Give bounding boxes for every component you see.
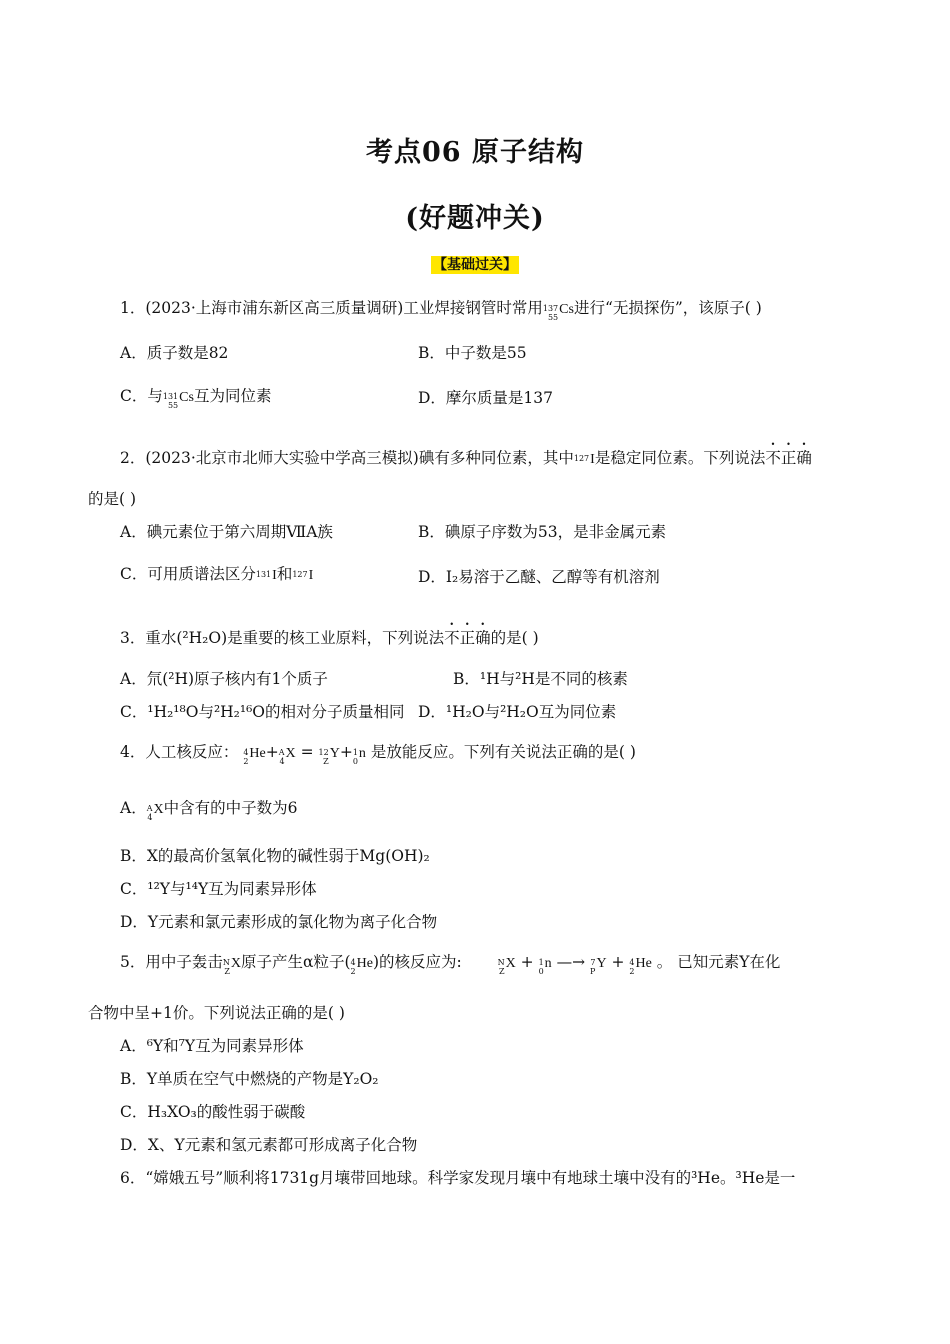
arrow-icon: —→ — [556, 953, 586, 971]
isotope-cs-131: 131 55 Cs — [162, 390, 194, 410]
q2-option-b: B．碘原子序数为53，是非金属元素 — [418, 523, 667, 541]
q2-option-d: D．I₂易溶于乙醚、乙醇等有机溶剂 — [418, 568, 660, 586]
question-text: (2023·上海市浦东新区高三质量调研)工业焊接钢管时常用 — [145, 299, 543, 317]
isotope-i-127: 127 I — [573, 452, 595, 467]
q2-option-a: A．碘元素位于第六周期ⅦA族 — [120, 523, 333, 541]
q1-option-a: A．质子数是82 — [120, 344, 229, 362]
question-4-stem: 4．人工核反应： 4 2 He+ A 4 X = 12 Z Y+ 1 0 n 是放能反应。下列有关说法正确的是( ) — [120, 743, 636, 766]
question-5-stem: 5．用中子轰击 N Z X原子产生α粒子( 4 2 He)的核反应为: N Z X + 1 0 n —→ 7 P Y + 4 2 He 。 已知元素Y在化 — [120, 953, 781, 976]
question-2-line2: 的是( ) — [88, 490, 137, 508]
q3-option-d: D．¹H₂O与²H₂O互为同位素 — [418, 703, 617, 721]
q5-option-a: A．⁶Y和⁷Y互为同素异形体 — [120, 1037, 304, 1055]
emphasis-text: 不正确 — [444, 629, 491, 647]
page-subtitle: (好题冲关) — [405, 203, 545, 234]
nuclear-equation: 4 2 He+ A 4 X = 12 Z Y+ 1 0 n — [243, 743, 366, 766]
q4-option-d: D．Y元素和氯元素形成的氯化物为离子化合物 — [120, 913, 438, 931]
isotope-cs-137: 137 55 Cs — [542, 302, 574, 322]
isotope-i-127: 127 I — [292, 568, 314, 583]
q5-option-c: C．H₃XO₃的酸性弱于碳酸 — [120, 1103, 306, 1121]
q5-option-d: D．X、Y元素和氢元素都可形成离子化合物 — [120, 1136, 418, 1154]
page-title: 考点06 原子结构 — [366, 137, 584, 168]
q5-option-b: B．Y单质在空气中燃烧的产物是Y₂O₂ — [120, 1070, 379, 1088]
question-1-stem — [120, 296, 762, 322]
q4-option-c: C．¹²Y与¹⁴Y互为同素异形体 — [120, 880, 317, 898]
isotope-x: A 4 X — [146, 802, 164, 822]
question-2-stem: 2．(2023·北京市北师大实验中学高三模拟)碘有多种同位素，其中 127 I是稳定同位素。下列说法不正确 — [120, 440, 812, 472]
q1-option-c: C．与 131 55 Cs互为同位素 — [120, 387, 272, 410]
question-text: 进行“无损探伤”，该原子( ) — [573, 299, 762, 317]
nuclear-equation: N Z X + 1 0 n —→ 7 P Y + 4 2 He — [497, 953, 652, 976]
section-badge: 【基础过关】 — [433, 257, 517, 273]
isotope-i-131: 131 I — [255, 568, 277, 583]
q4-option-b: B．X的最高价氢氧化物的碱性弱于Mg(OH)₂ — [120, 847, 430, 865]
q1-option-b: B．中子数是55 — [418, 344, 527, 362]
q1-option-d: D．摩尔质量是137 — [418, 389, 554, 407]
q3-option-b: B．¹H与²H是不同的核素 — [453, 670, 628, 688]
q3-option-a: A．氘(²H)原子核内有1个质子 — [120, 670, 328, 688]
section-header — [0, 254, 950, 274]
q2-option-c: C．可用质谱法区分 131 I和 127 I — [120, 562, 313, 588]
emphasis-text: 不正确 — [765, 449, 812, 467]
q3-option-c: C．¹H₂¹⁸O与²H₂¹⁶O的相对分子质量相同 — [120, 703, 405, 721]
question-3-stem: 3．重水(²H₂O)是重要的核工业原料，下列说法不正确的是( ) — [120, 629, 539, 647]
question-6-stem: 6．“嫦娥五号”顺利将1731g月壤带回地球。科学家发现月壤中有地球土壤中没有的³He。³He是一 — [120, 1169, 796, 1187]
q4-option-a: A． A 4 X中含有的中子数为6 — [120, 799, 298, 822]
question-5-line2: 合物中呈+1价。下列说法正确的是( ) — [88, 1004, 345, 1022]
question-number: 1． — [120, 299, 146, 317]
